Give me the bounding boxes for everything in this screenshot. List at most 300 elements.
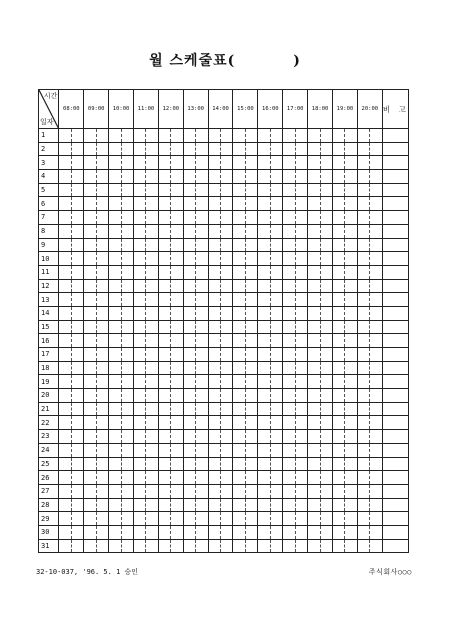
- schedule-cell[interactable]: [221, 293, 233, 307]
- schedule-cell[interactable]: [370, 183, 382, 197]
- schedule-cell[interactable]: [295, 402, 307, 416]
- schedule-cell[interactable]: [71, 416, 83, 430]
- schedule-cell[interactable]: [320, 484, 332, 498]
- schedule-cell[interactable]: [370, 211, 382, 225]
- schedule-cell[interactable]: [59, 334, 71, 348]
- schedule-cell[interactable]: [196, 211, 208, 225]
- schedule-cell[interactable]: [59, 142, 71, 156]
- schedule-cell[interactable]: [332, 279, 344, 293]
- schedule-cell[interactable]: [196, 361, 208, 375]
- schedule-cell[interactable]: [146, 334, 158, 348]
- schedule-cell[interactable]: [146, 361, 158, 375]
- schedule-cell[interactable]: [308, 416, 320, 430]
- schedule-cell[interactable]: [109, 375, 121, 389]
- schedule-cell[interactable]: [270, 238, 282, 252]
- schedule-cell[interactable]: [221, 265, 233, 279]
- schedule-cell[interactable]: [233, 129, 245, 143]
- schedule-cell[interactable]: [208, 443, 220, 457]
- schedule-cell[interactable]: [233, 197, 245, 211]
- schedule-cell[interactable]: [221, 430, 233, 444]
- schedule-cell[interactable]: [258, 348, 270, 362]
- schedule-cell[interactable]: [208, 197, 220, 211]
- schedule-cell[interactable]: [270, 279, 282, 293]
- schedule-cell[interactable]: [332, 443, 344, 457]
- schedule-cell[interactable]: [59, 320, 71, 334]
- schedule-cell[interactable]: [208, 484, 220, 498]
- schedule-cell[interactable]: [208, 416, 220, 430]
- schedule-cell[interactable]: [121, 457, 133, 471]
- schedule-cell[interactable]: [109, 484, 121, 498]
- schedule-cell[interactable]: [258, 498, 270, 512]
- schedule-cell[interactable]: [196, 224, 208, 238]
- schedule-cell[interactable]: [183, 430, 195, 444]
- schedule-cell[interactable]: [121, 375, 133, 389]
- schedule-cell[interactable]: [233, 471, 245, 485]
- schedule-cell[interactable]: [71, 402, 83, 416]
- schedule-cell[interactable]: [345, 265, 357, 279]
- schedule-cell[interactable]: [308, 170, 320, 184]
- schedule-cell[interactable]: [171, 293, 183, 307]
- schedule-cell[interactable]: [295, 238, 307, 252]
- schedule-cell[interactable]: [109, 430, 121, 444]
- schedule-cell[interactable]: [84, 471, 96, 485]
- schedule-cell[interactable]: [121, 334, 133, 348]
- schedule-cell[interactable]: [59, 197, 71, 211]
- notes-cell[interactable]: [382, 375, 408, 389]
- schedule-cell[interactable]: [109, 457, 121, 471]
- schedule-cell[interactable]: [345, 320, 357, 334]
- schedule-cell[interactable]: [71, 306, 83, 320]
- schedule-cell[interactable]: [133, 279, 145, 293]
- schedule-cell[interactable]: [258, 484, 270, 498]
- schedule-cell[interactable]: [121, 211, 133, 225]
- schedule-cell[interactable]: [245, 142, 257, 156]
- schedule-cell[interactable]: [109, 238, 121, 252]
- schedule-cell[interactable]: [121, 525, 133, 539]
- schedule-cell[interactable]: [258, 525, 270, 539]
- schedule-cell[interactable]: [370, 265, 382, 279]
- schedule-cell[interactable]: [196, 389, 208, 403]
- schedule-cell[interactable]: [370, 525, 382, 539]
- schedule-cell[interactable]: [245, 224, 257, 238]
- schedule-cell[interactable]: [332, 170, 344, 184]
- schedule-cell[interactable]: [183, 402, 195, 416]
- schedule-cell[interactable]: [121, 238, 133, 252]
- schedule-cell[interactable]: [370, 402, 382, 416]
- schedule-cell[interactable]: [345, 252, 357, 266]
- schedule-cell[interactable]: [208, 361, 220, 375]
- schedule-cell[interactable]: [370, 512, 382, 526]
- schedule-cell[interactable]: [171, 539, 183, 553]
- schedule-cell[interactable]: [370, 539, 382, 553]
- notes-cell[interactable]: [382, 211, 408, 225]
- schedule-cell[interactable]: [158, 348, 170, 362]
- schedule-cell[interactable]: [245, 512, 257, 526]
- schedule-cell[interactable]: [332, 238, 344, 252]
- schedule-cell[interactable]: [221, 197, 233, 211]
- schedule-cell[interactable]: [71, 443, 83, 457]
- schedule-cell[interactable]: [208, 183, 220, 197]
- schedule-cell[interactable]: [370, 156, 382, 170]
- schedule-cell[interactable]: [133, 142, 145, 156]
- schedule-cell[interactable]: [270, 498, 282, 512]
- schedule-cell[interactable]: [357, 211, 369, 225]
- schedule-cell[interactable]: [320, 170, 332, 184]
- schedule-cell[interactable]: [233, 402, 245, 416]
- schedule-cell[interactable]: [370, 224, 382, 238]
- schedule-cell[interactable]: [308, 512, 320, 526]
- schedule-cell[interactable]: [171, 457, 183, 471]
- notes-cell[interactable]: [382, 279, 408, 293]
- schedule-cell[interactable]: [295, 252, 307, 266]
- schedule-cell[interactable]: [96, 129, 108, 143]
- schedule-cell[interactable]: [332, 224, 344, 238]
- schedule-cell[interactable]: [196, 457, 208, 471]
- schedule-cell[interactable]: [84, 416, 96, 430]
- schedule-cell[interactable]: [270, 252, 282, 266]
- notes-cell[interactable]: [382, 197, 408, 211]
- schedule-cell[interactable]: [208, 389, 220, 403]
- schedule-cell[interactable]: [245, 375, 257, 389]
- schedule-cell[interactable]: [345, 348, 357, 362]
- notes-cell[interactable]: [382, 265, 408, 279]
- schedule-cell[interactable]: [308, 525, 320, 539]
- schedule-cell[interactable]: [71, 389, 83, 403]
- schedule-cell[interactable]: [158, 361, 170, 375]
- schedule-cell[interactable]: [208, 498, 220, 512]
- schedule-cell[interactable]: [96, 402, 108, 416]
- schedule-cell[interactable]: [109, 334, 121, 348]
- schedule-cell[interactable]: [308, 224, 320, 238]
- schedule-cell[interactable]: [283, 525, 295, 539]
- schedule-cell[interactable]: [295, 265, 307, 279]
- schedule-cell[interactable]: [196, 142, 208, 156]
- schedule-cell[interactable]: [332, 457, 344, 471]
- schedule-cell[interactable]: [270, 306, 282, 320]
- schedule-cell[interactable]: [196, 348, 208, 362]
- schedule-cell[interactable]: [183, 348, 195, 362]
- schedule-cell[interactable]: [270, 224, 282, 238]
- schedule-cell[interactable]: [245, 498, 257, 512]
- schedule-cell[interactable]: [196, 238, 208, 252]
- schedule-cell[interactable]: [133, 389, 145, 403]
- schedule-cell[interactable]: [196, 539, 208, 553]
- schedule-cell[interactable]: [183, 525, 195, 539]
- schedule-cell[interactable]: [171, 430, 183, 444]
- schedule-cell[interactable]: [158, 293, 170, 307]
- schedule-cell[interactable]: [320, 389, 332, 403]
- schedule-cell[interactable]: [308, 498, 320, 512]
- schedule-cell[interactable]: [84, 430, 96, 444]
- schedule-cell[interactable]: [332, 183, 344, 197]
- schedule-cell[interactable]: [345, 457, 357, 471]
- schedule-cell[interactable]: [208, 211, 220, 225]
- schedule-cell[interactable]: [121, 402, 133, 416]
- schedule-cell[interactable]: [245, 525, 257, 539]
- schedule-cell[interactable]: [295, 224, 307, 238]
- schedule-cell[interactable]: [84, 265, 96, 279]
- schedule-cell[interactable]: [171, 471, 183, 485]
- schedule-cell[interactable]: [71, 320, 83, 334]
- schedule-cell[interactable]: [245, 443, 257, 457]
- schedule-cell[interactable]: [133, 512, 145, 526]
- schedule-cell[interactable]: [183, 457, 195, 471]
- schedule-cell[interactable]: [357, 348, 369, 362]
- schedule-cell[interactable]: [283, 416, 295, 430]
- schedule-cell[interactable]: [233, 484, 245, 498]
- schedule-cell[interactable]: [370, 375, 382, 389]
- schedule-cell[interactable]: [121, 430, 133, 444]
- schedule-cell[interactable]: [171, 265, 183, 279]
- schedule-cell[interactable]: [221, 402, 233, 416]
- schedule-cell[interactable]: [158, 416, 170, 430]
- schedule-cell[interactable]: [370, 129, 382, 143]
- schedule-cell[interactable]: [146, 156, 158, 170]
- schedule-cell[interactable]: [345, 375, 357, 389]
- schedule-cell[interactable]: [71, 252, 83, 266]
- schedule-cell[interactable]: [109, 389, 121, 403]
- schedule-cell[interactable]: [270, 129, 282, 143]
- schedule-cell[interactable]: [59, 238, 71, 252]
- schedule-cell[interactable]: [59, 471, 71, 485]
- schedule-cell[interactable]: [84, 348, 96, 362]
- schedule-cell[interactable]: [357, 306, 369, 320]
- schedule-cell[interactable]: [221, 129, 233, 143]
- schedule-cell[interactable]: [258, 306, 270, 320]
- schedule-cell[interactable]: [233, 334, 245, 348]
- schedule-cell[interactable]: [109, 224, 121, 238]
- schedule-cell[interactable]: [171, 224, 183, 238]
- notes-cell[interactable]: [382, 525, 408, 539]
- schedule-cell[interactable]: [258, 238, 270, 252]
- schedule-cell[interactable]: [283, 142, 295, 156]
- schedule-cell[interactable]: [183, 443, 195, 457]
- schedule-cell[interactable]: [270, 348, 282, 362]
- schedule-cell[interactable]: [295, 170, 307, 184]
- schedule-cell[interactable]: [283, 348, 295, 362]
- schedule-cell[interactable]: [320, 211, 332, 225]
- schedule-cell[interactable]: [196, 197, 208, 211]
- schedule-cell[interactable]: [308, 361, 320, 375]
- schedule-cell[interactable]: [283, 129, 295, 143]
- schedule-cell[interactable]: [308, 443, 320, 457]
- schedule-cell[interactable]: [270, 539, 282, 553]
- schedule-cell[interactable]: [59, 129, 71, 143]
- schedule-cell[interactable]: [357, 197, 369, 211]
- schedule-cell[interactable]: [196, 183, 208, 197]
- schedule-cell[interactable]: [158, 334, 170, 348]
- schedule-cell[interactable]: [171, 238, 183, 252]
- schedule-cell[interactable]: [84, 306, 96, 320]
- schedule-cell[interactable]: [245, 170, 257, 184]
- schedule-cell[interactable]: [345, 443, 357, 457]
- schedule-cell[interactable]: [258, 129, 270, 143]
- notes-cell[interactable]: [382, 471, 408, 485]
- schedule-cell[interactable]: [196, 484, 208, 498]
- schedule-cell[interactable]: [96, 525, 108, 539]
- schedule-cell[interactable]: [357, 389, 369, 403]
- schedule-cell[interactable]: [233, 375, 245, 389]
- schedule-cell[interactable]: [233, 457, 245, 471]
- schedule-cell[interactable]: [171, 129, 183, 143]
- schedule-cell[interactable]: [370, 484, 382, 498]
- schedule-cell[interactable]: [295, 293, 307, 307]
- schedule-cell[interactable]: [71, 525, 83, 539]
- schedule-cell[interactable]: [208, 224, 220, 238]
- schedule-cell[interactable]: [283, 156, 295, 170]
- notes-cell[interactable]: [382, 430, 408, 444]
- schedule-cell[interactable]: [121, 539, 133, 553]
- schedule-cell[interactable]: [320, 443, 332, 457]
- notes-cell[interactable]: [382, 170, 408, 184]
- schedule-cell[interactable]: [320, 375, 332, 389]
- schedule-cell[interactable]: [158, 197, 170, 211]
- schedule-cell[interactable]: [357, 525, 369, 539]
- schedule-cell[interactable]: [59, 252, 71, 266]
- schedule-cell[interactable]: [133, 252, 145, 266]
- schedule-cell[interactable]: [308, 183, 320, 197]
- schedule-cell[interactable]: [196, 402, 208, 416]
- schedule-cell[interactable]: [196, 306, 208, 320]
- schedule-cell[interactable]: [183, 156, 195, 170]
- schedule-cell[interactable]: [258, 224, 270, 238]
- schedule-cell[interactable]: [146, 443, 158, 457]
- schedule-cell[interactable]: [245, 156, 257, 170]
- schedule-cell[interactable]: [121, 279, 133, 293]
- schedule-cell[interactable]: [245, 320, 257, 334]
- schedule-cell[interactable]: [221, 156, 233, 170]
- schedule-cell[interactable]: [183, 375, 195, 389]
- schedule-cell[interactable]: [270, 170, 282, 184]
- schedule-cell[interactable]: [357, 334, 369, 348]
- schedule-cell[interactable]: [146, 348, 158, 362]
- schedule-cell[interactable]: [233, 224, 245, 238]
- schedule-cell[interactable]: [146, 539, 158, 553]
- schedule-cell[interactable]: [59, 389, 71, 403]
- schedule-cell[interactable]: [171, 525, 183, 539]
- schedule-cell[interactable]: [171, 443, 183, 457]
- schedule-cell[interactable]: [308, 539, 320, 553]
- schedule-cell[interactable]: [221, 443, 233, 457]
- schedule-cell[interactable]: [158, 279, 170, 293]
- schedule-cell[interactable]: [320, 457, 332, 471]
- notes-cell[interactable]: [382, 539, 408, 553]
- schedule-cell[interactable]: [71, 238, 83, 252]
- notes-cell[interactable]: [382, 443, 408, 457]
- schedule-cell[interactable]: [84, 224, 96, 238]
- schedule-cell[interactable]: [308, 457, 320, 471]
- schedule-cell[interactable]: [171, 306, 183, 320]
- schedule-cell[interactable]: [121, 512, 133, 526]
- schedule-cell[interactable]: [295, 443, 307, 457]
- schedule-cell[interactable]: [146, 293, 158, 307]
- schedule-cell[interactable]: [295, 512, 307, 526]
- schedule-cell[interactable]: [370, 498, 382, 512]
- schedule-cell[interactable]: [158, 306, 170, 320]
- schedule-cell[interactable]: [308, 389, 320, 403]
- schedule-cell[interactable]: [345, 402, 357, 416]
- schedule-cell[interactable]: [183, 320, 195, 334]
- schedule-cell[interactable]: [146, 211, 158, 225]
- schedule-cell[interactable]: [96, 389, 108, 403]
- schedule-cell[interactable]: [96, 539, 108, 553]
- schedule-cell[interactable]: [233, 498, 245, 512]
- schedule-cell[interactable]: [345, 279, 357, 293]
- schedule-cell[interactable]: [357, 170, 369, 184]
- schedule-cell[interactable]: [370, 142, 382, 156]
- schedule-cell[interactable]: [59, 512, 71, 526]
- schedule-cell[interactable]: [171, 348, 183, 362]
- schedule-cell[interactable]: [320, 156, 332, 170]
- schedule-cell[interactable]: [258, 430, 270, 444]
- schedule-cell[interactable]: [258, 375, 270, 389]
- schedule-cell[interactable]: [183, 293, 195, 307]
- schedule-cell[interactable]: [171, 416, 183, 430]
- schedule-cell[interactable]: [146, 279, 158, 293]
- schedule-cell[interactable]: [258, 361, 270, 375]
- schedule-cell[interactable]: [345, 129, 357, 143]
- schedule-cell[interactable]: [171, 142, 183, 156]
- schedule-cell[interactable]: [295, 525, 307, 539]
- schedule-cell[interactable]: [196, 156, 208, 170]
- schedule-cell[interactable]: [233, 306, 245, 320]
- schedule-cell[interactable]: [84, 183, 96, 197]
- schedule-cell[interactable]: [71, 265, 83, 279]
- schedule-cell[interactable]: [332, 361, 344, 375]
- schedule-cell[interactable]: [320, 252, 332, 266]
- schedule-cell[interactable]: [133, 320, 145, 334]
- schedule-cell[interactable]: [221, 183, 233, 197]
- schedule-cell[interactable]: [96, 484, 108, 498]
- schedule-cell[interactable]: [221, 306, 233, 320]
- schedule-cell[interactable]: [146, 512, 158, 526]
- schedule-cell[interactable]: [121, 129, 133, 143]
- schedule-cell[interactable]: [345, 416, 357, 430]
- schedule-cell[interactable]: [59, 361, 71, 375]
- schedule-cell[interactable]: [146, 197, 158, 211]
- schedule-cell[interactable]: [332, 293, 344, 307]
- schedule-cell[interactable]: [84, 525, 96, 539]
- schedule-cell[interactable]: [71, 539, 83, 553]
- schedule-cell[interactable]: [196, 375, 208, 389]
- schedule-cell[interactable]: [96, 211, 108, 225]
- schedule-cell[interactable]: [109, 306, 121, 320]
- schedule-cell[interactable]: [308, 375, 320, 389]
- schedule-cell[interactable]: [196, 416, 208, 430]
- schedule-cell[interactable]: [370, 457, 382, 471]
- schedule-cell[interactable]: [133, 375, 145, 389]
- schedule-cell[interactable]: [183, 224, 195, 238]
- schedule-cell[interactable]: [208, 539, 220, 553]
- schedule-cell[interactable]: [345, 293, 357, 307]
- schedule-cell[interactable]: [133, 224, 145, 238]
- schedule-cell[interactable]: [208, 142, 220, 156]
- schedule-cell[interactable]: [183, 484, 195, 498]
- schedule-cell[interactable]: [84, 361, 96, 375]
- schedule-cell[interactable]: [245, 252, 257, 266]
- schedule-cell[interactable]: [270, 156, 282, 170]
- schedule-cell[interactable]: [158, 252, 170, 266]
- schedule-cell[interactable]: [59, 279, 71, 293]
- schedule-cell[interactable]: [233, 348, 245, 362]
- schedule-cell[interactable]: [109, 320, 121, 334]
- schedule-cell[interactable]: [171, 320, 183, 334]
- schedule-cell[interactable]: [283, 389, 295, 403]
- schedule-cell[interactable]: [258, 416, 270, 430]
- schedule-cell[interactable]: [208, 471, 220, 485]
- schedule-cell[interactable]: [295, 416, 307, 430]
- schedule-cell[interactable]: [345, 170, 357, 184]
